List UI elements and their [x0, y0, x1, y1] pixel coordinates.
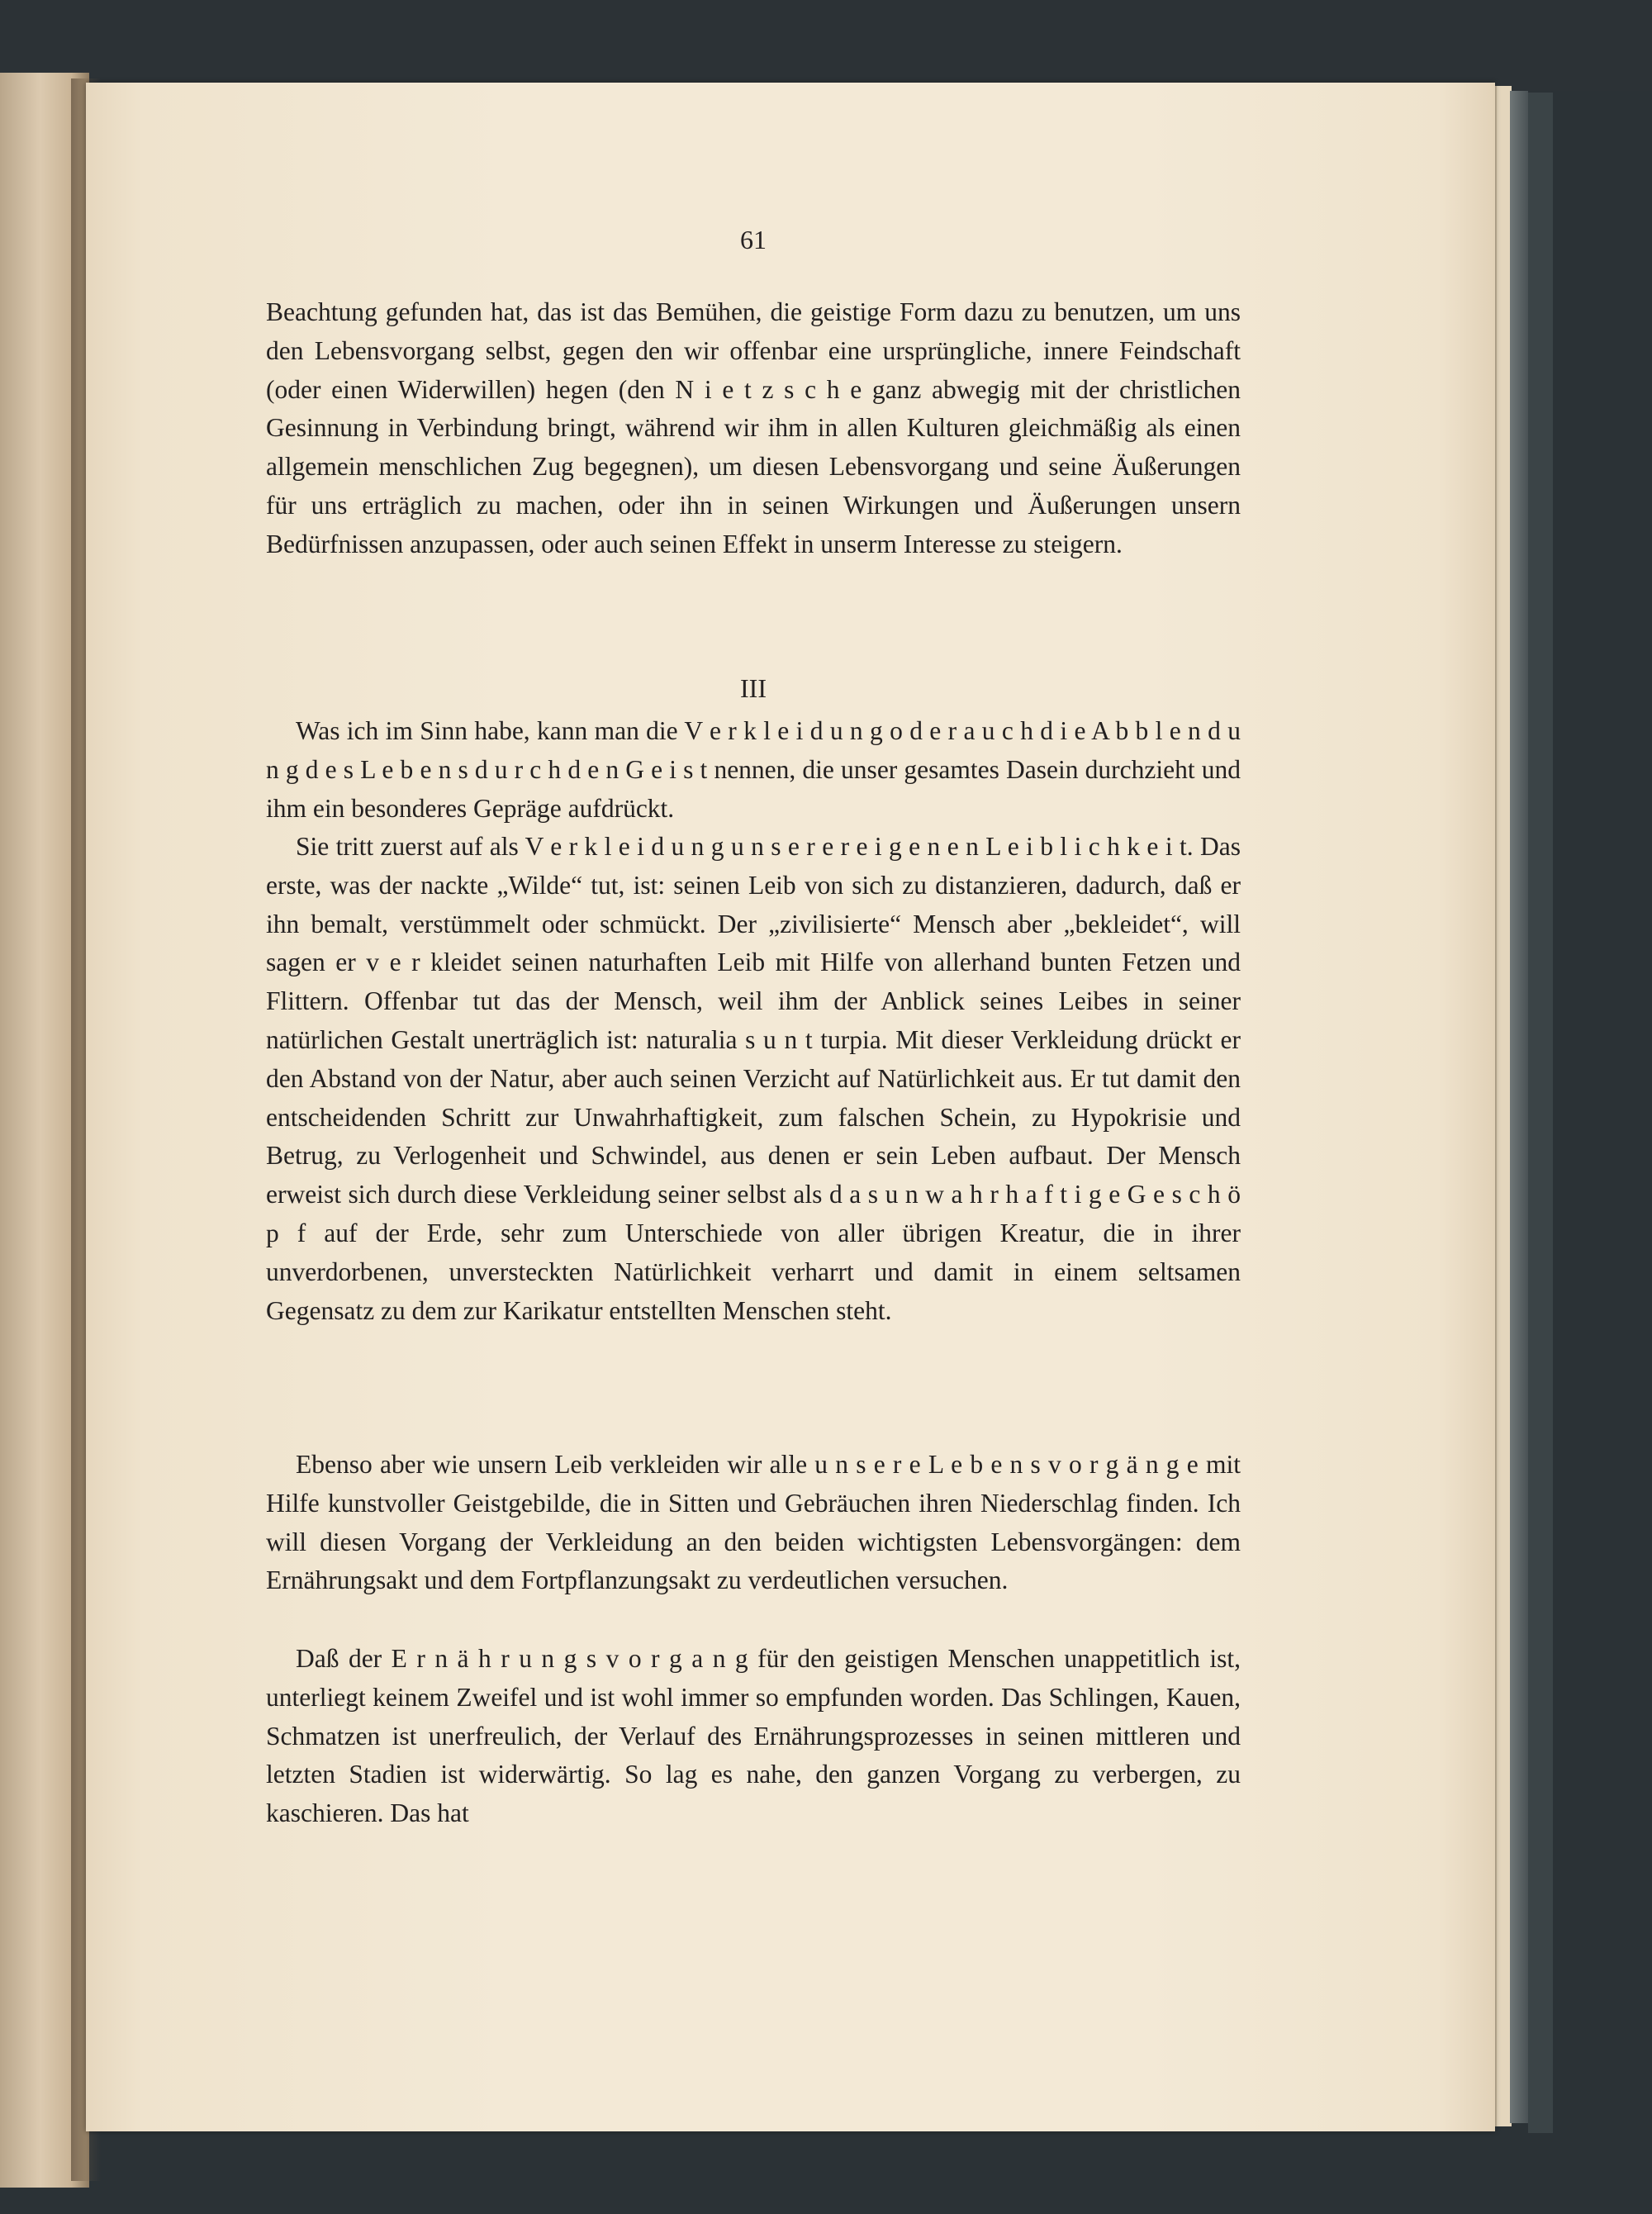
book-cover-edge [1528, 93, 1553, 2133]
page-number: 61 [740, 225, 767, 254]
paragraph-2: Was ich im Sinn habe, kann man die V e r k l e i d u n g o d e r a u c h d i e A b b l e n d u n g d e s L e b e n s d u r c h d e n G e i s t nennen, die unser gesamtes Dasein durchzieht und ihm ein besonderes Gepräge aufdrückt. [266, 716, 1241, 823]
paragraph-3: Sie tritt zuerst auf als V e r k l e i d u n g u n s e r e r e i g e n e n L e i b l i c h k e i t. Das erste, was der nackte „Wilde“ tut, ist: seinen Leib von sich zu distanzieren, dadurch, daß er ihn bemalt, verstümmelt oder schmückt. Der „zivilisierte“ Mensch aber „bekleidet“, will sagen er v e r kleidet seinen naturhaften Leib mit Hilfe von allerhand bunten Fetzen und Flittern. Offenbar tut das der Mensch, weil ihm der Anblick seines Leibes in seiner natürlichen Gestalt unerträglich ist: naturalia s u n t turpia. Mit dieser Verkleidung drückt er den Abstand von der Natur, aber auch seinen Verzicht auf Natürlichkeit aus. Er tut damit den entscheidenden Schritt zur Unwahrhaftigkeit, zum falschen Schein, zu Hypokrisie und Betrug, zu Verlogenheit und Schwindel, aus denen er sein Leben aufbaut. Der Mensch erweist sich durch diese Verkleidung seiner selbst als d a s u n w a h r h a f t i g e G e s c h ö p f auf der Erde, sehr zum Unterschiede von aller übrigen Kreatur, die in ihrer unverdorbenen, unversteckten Natürlichkeit verharrt und damit in einem seltsamen Gegensatz zu dem zur Karikatur entstellten Menschen steht. [266, 832, 1241, 1325]
paragraph-4: Ebenso aber wie unsern Leib verkleiden wir alle u n s e r e L e b e n s v o r g ä n g e mit Hilfe kunstvoller Geistgebilde, die in Sitten und Gebräuchen ihren Niederschlag finden. Ich will diesen Vorgang der Verkleidung an den beiden wichtigsten Lebensvorgängen: dem Ernährungsakt und dem Fortpflanzungsakt zu verdeutlichen versuchen. [266, 1450, 1241, 1595]
paragraph-5: Daß der E r n ä h r u n g s v o r g a n g für den geistigen Menschen unappetitlich ist, unterliegt keinem Zweifel und ist wohl immer so empfunden worden. Das Schlingen, Kauen, Schmatzen ist unerfreulich, der Verlauf des Ernährungsprozesses in seinen mittleren und letzten Stadien ist widerwärtig. So lag es nahe, den ganzen Vorgang zu verbergen, zu kaschieren. Das hat [266, 1644, 1241, 1828]
paragraph-1: Beachtung gefunden hat, das ist das Bemühen, die geistige Form dazu zu benutzen, um uns den Lebensvorgang selbst, gegen den wir offenbar eine ursprüngliche, innere Feindschaft (oder einen Widerwillen) hegen (den N i e t z s c h e ganz abwegig mit der christlichen Gesinnung in Verbindung bringt, während wir ihm in allen Kulturen gleichmäßig als einen allgemein menschlichen Zug begegnen), um diesen Lebensvorgang und seine Äußerungen für uns erträglich zu machen, oder ihn in seinen Wirkungen und Äußerungen unsern Bedürfnissen anzupassen, oder auch seinen Effekt in unserm Interesse zu steigern. [266, 297, 1241, 558]
section-heading: III [740, 673, 767, 703]
dark-background [0, 0, 1652, 91]
page-stack-edge [1495, 86, 1512, 2126]
cover-inner-edge [1510, 91, 1528, 2123]
